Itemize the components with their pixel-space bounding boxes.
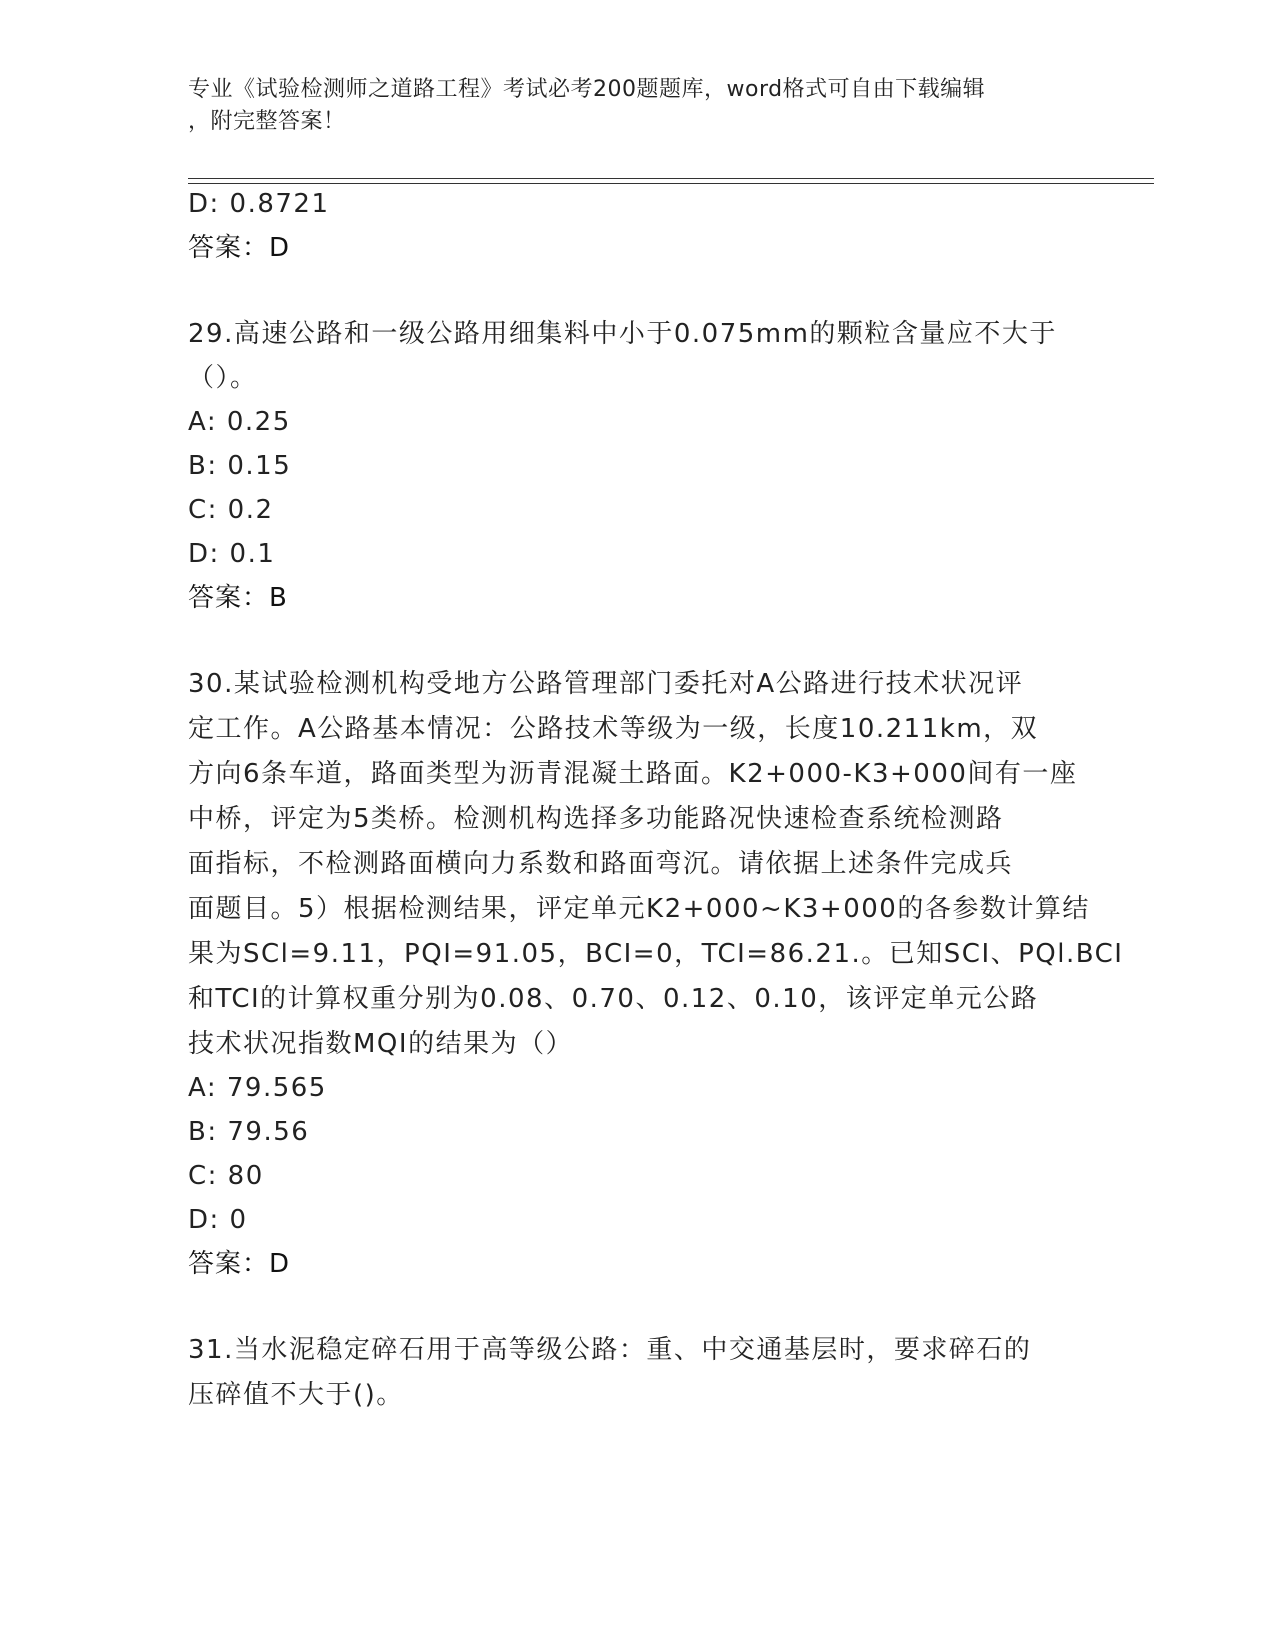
q30-text-line-9: 技术状况指数MQI的结果为（） [188, 1029, 574, 1059]
q29-option-a: A: 0.25 [188, 407, 291, 437]
q30-text-line-7: 果为SCl=9.11，PQI=91.05，BCI=0，TCI=86.21.。已知SCI、PQl.BCI [188, 939, 1124, 969]
q30-option-b: B: 79.56 [188, 1117, 310, 1147]
q29-option-b: B: 0.15 [188, 451, 292, 481]
header-divider-bottom [188, 183, 1154, 184]
document-header [188, 74, 1068, 138]
header-line-2: ，附完整答案！ [188, 109, 346, 134]
q29-text-line-2: （）。 [188, 363, 258, 393]
q30-text-line-8: 和TCI的计算权重分别为0.08、0.70、0.12、0.10，该评定单元公路 [188, 984, 1039, 1014]
q30-text-line-2: 定工作。A公路基本情况：公路技术等级为一级，长度10.211km，双 [188, 714, 1039, 744]
header-line-1: 专业《试验检测师之道路工程》考试必考200题题库，word格式可自由下载编辑 [188, 77, 986, 102]
q31-text-line-1: 31.当水泥稳定碎石用于高等级公路：重、中交通基层时，要求碎石的 [188, 1335, 1032, 1365]
q31-text-line-2: 压碎值不大于()。 [188, 1380, 404, 1410]
q30-text-line-6: 面题目。5）根据检测结果，评定单元K2+000~K3+000的各参数计算结 [188, 894, 1090, 924]
q30-text-line-5: 面指标，不检测路面横向力系数和路面弯沉。请依据上述条件完成兵 [188, 849, 1014, 879]
q29-option-c: C: 0.2 [188, 495, 274, 525]
prev-answer: 答案：D [188, 233, 291, 263]
q30-text-line-3: 方向6条车道，路面类型为沥青混凝土路面。K2+000-K3+000间有一座 [188, 759, 1078, 789]
q30-option-a: A: 79.565 [188, 1073, 327, 1103]
q30-answer: 答案：D [188, 1249, 291, 1279]
q30-text-line-4: 中桥，评定为5类桥。检测机构选择多功能路况快速检查系统检测路 [188, 804, 1004, 834]
q29-option-d: D: 0.1 [188, 539, 276, 569]
q30-option-d: D: 0 [188, 1205, 248, 1235]
prev-option-d: D: 0.8721 [188, 189, 330, 219]
q30-text-line-1: 30.某试验检测机构受地方公路管理部门委托对A公路进行技术状况评 [188, 669, 1024, 699]
header-divider-top [188, 178, 1154, 179]
q30-option-c: C: 80 [188, 1161, 264, 1191]
q29-answer: 答案：B [188, 583, 288, 613]
q29-text-line-1: 29.高速公路和一级公路用细集料中小于0.075mm的颗粒含量应不大于 [188, 319, 1057, 349]
